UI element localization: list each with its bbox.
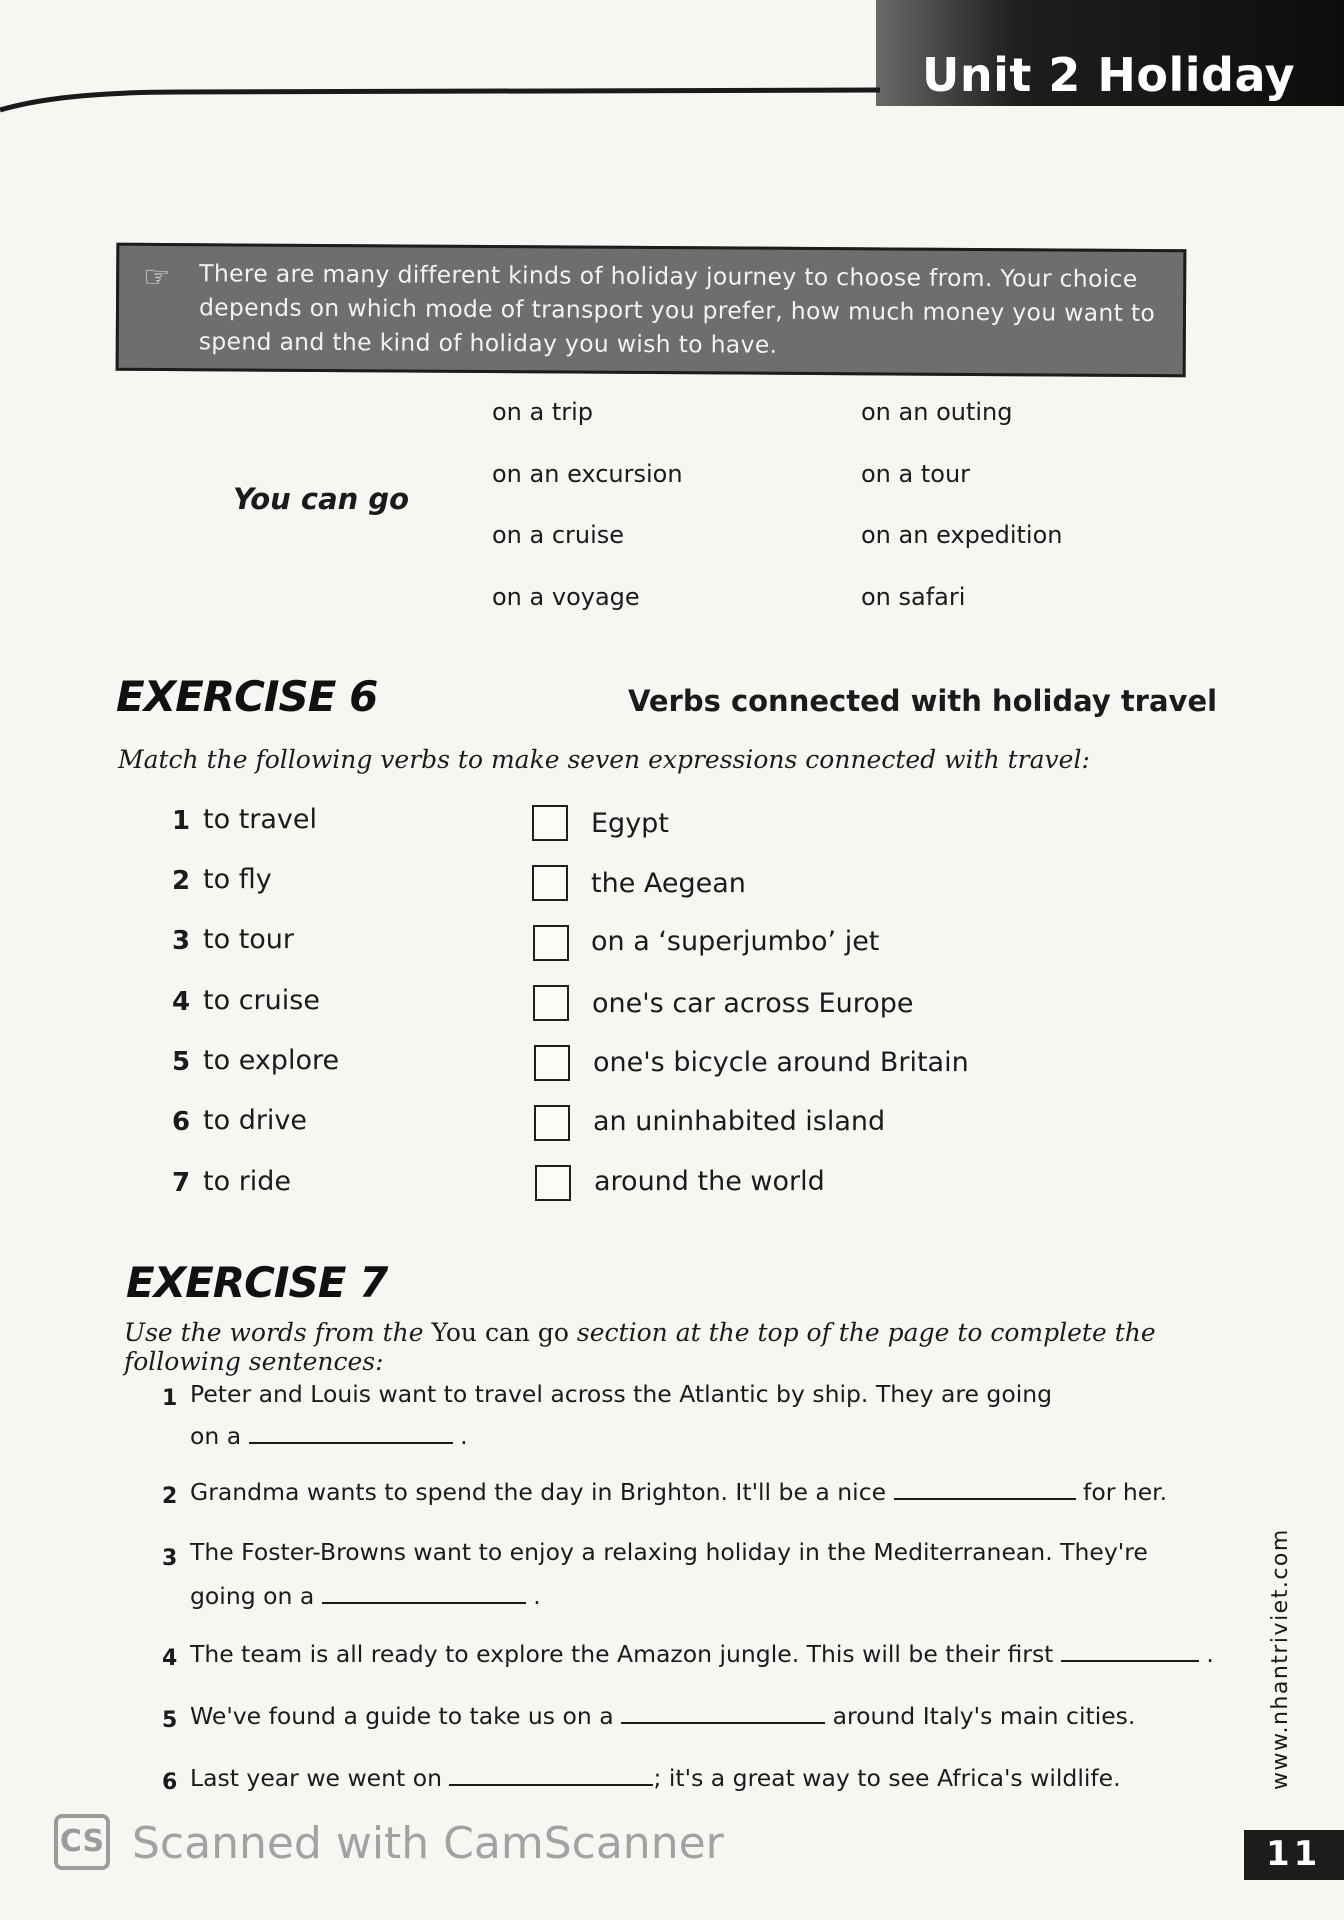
sentence-part: going on a [190,1582,315,1610]
sentence-number: 2 [162,1484,178,1509]
verb-number: 3 [172,926,191,956]
sentence-number: 4 [162,1646,178,1671]
answer-blank[interactable] [621,1700,825,1724]
match-text: an uninhabited island [593,1106,886,1137]
sentence-part: . [1206,1640,1214,1668]
sentence-part: . [460,1422,468,1450]
sentence-text [190,1420,468,1450]
phrase-item: on a tour [861,460,971,488]
intro-text: There are many different kinds of holiday journey to choose from. Your choice depends on which mode of transport you prefer, how much money you want to spend and the kind of holiday you wish to have. [198,259,1156,359]
exercise-6-instruction: Match the following verbs to make seven expressions connected with travel: [118,745,1090,774]
verb-number: 7 [172,1168,191,1198]
exercise-7-instruction [124,1318,1234,1376]
sentence-part: for her. [1083,1478,1168,1506]
answer-box[interactable] [534,1045,570,1081]
sentence-text [190,1638,1214,1668]
answer-blank[interactable] [894,1476,1076,1500]
verb-text: to drive [203,1105,308,1136]
sentence-text [190,1476,1167,1506]
phrase-item: on a cruise [492,521,625,549]
answer-blank[interactable] [449,1762,653,1786]
verb-text: to ride [203,1166,292,1197]
instruction-part: Use the words from the [124,1318,424,1347]
match-text: Egypt [591,808,669,839]
exercise-7-title: EXERCISE 7 [126,1258,388,1307]
you-can-go-label: You can go [233,482,410,516]
verb-text: to cruise [203,985,320,1016]
match-text: one's bicycle around Britain [593,1047,969,1078]
match-text: on a ‘superjumbo’ jet [591,926,880,957]
intro-box [116,243,1187,378]
sentence-part: Last year we went on [190,1764,442,1792]
header-rule [0,84,880,124]
sentence-number: 3 [162,1546,178,1571]
verb-number: 1 [172,806,191,836]
answer-box[interactable] [532,865,568,901]
verb-text: to travel [203,804,318,835]
sentence-number: 6 [162,1770,178,1795]
sentence-text: The Foster-Browns want to enjoy a relaxing holiday in the Mediterranean. They're [190,1538,1148,1566]
exercise-6-title: EXERCISE 6 [116,672,378,721]
sentence-number: 5 [162,1708,178,1733]
publisher-url: www.nhantriviet.com [1268,1528,1293,1790]
phrase-item: on a trip [492,398,594,426]
instruction-part: section at the top of the page to complete the following sentences: [124,1318,1156,1376]
sentence-part: Grandma wants to spend the day in Brighton. It'll be a nice [190,1478,887,1506]
exercise-6-subtitle: Verbs connected with holiday travel [628,684,1218,718]
match-text: one's car across Europe [592,988,914,1019]
phrase-item: on an excursion [492,460,683,488]
camscanner-logo-icon: CS [54,1814,110,1870]
phrase-item: on a voyage [492,583,640,611]
verb-text: to tour [203,924,295,955]
verb-number: 2 [172,866,191,896]
answer-blank[interactable] [322,1580,526,1604]
answer-box[interactable] [533,925,569,961]
verb-number: 6 [172,1107,191,1137]
sentence-part: on a [190,1422,242,1450]
sentence-part: . [533,1582,541,1610]
verb-text: to fly [203,864,272,895]
page-number: 11 [1266,1834,1322,1874]
sentence-number: 1 [162,1386,178,1411]
sentence-part: The team is all ready to explore the Amazon jungle. This will be their first [190,1640,1054,1668]
sentence-text [190,1580,541,1610]
verb-number: 4 [172,987,191,1017]
phrase-item: on an expedition [861,521,1063,549]
instruction-part: You can go [431,1318,569,1347]
verb-text: to explore [203,1045,340,1076]
answer-box[interactable] [533,985,569,1021]
pointing-hand-icon: ☞ [143,259,171,296]
match-text: around the world [594,1166,825,1197]
phrase-item: on an outing [861,398,1013,426]
unit-title: Unit 2 Holiday [922,48,1296,102]
sentence-text [190,1762,1121,1792]
sentence-part: ; it's a great way to see Africa's wildlife. [653,1764,1121,1792]
sentence-part: around Italy's main cities. [832,1702,1136,1730]
verb-number: 5 [172,1047,191,1077]
answer-box[interactable] [534,1105,570,1141]
sentence-text: Peter and Louis want to travel across the Atlantic by ship. They are going [190,1380,1053,1408]
scanner-watermark: Scanned with CamScanner [132,1818,724,1869]
answer-box[interactable] [532,805,568,841]
phrase-item: on safari [861,583,966,611]
answer-box[interactable] [535,1165,571,1201]
answer-blank[interactable] [249,1420,453,1444]
answer-blank[interactable] [1061,1638,1199,1662]
match-text: the Aegean [591,868,746,899]
sentence-part: We've found a guide to take us on a [190,1702,614,1730]
sentence-text [190,1700,1135,1730]
